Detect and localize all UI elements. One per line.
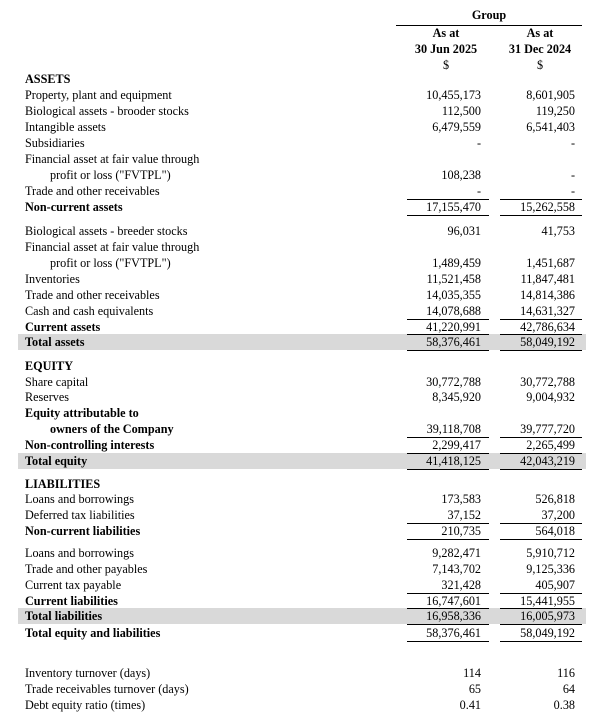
row-label: Current liabilities (25, 594, 118, 608)
table-row (22, 593, 586, 609)
col2-header-line1: As at (526, 26, 554, 40)
value-31-dec-2024: 119,250 (535, 104, 575, 118)
value-31-dec-2024: 30,772,788 (520, 375, 575, 389)
value-31-dec-2024: 42,043,219 (520, 454, 575, 468)
value-30-jun-2025: 96,031 (447, 224, 481, 238)
table-row (22, 271, 586, 287)
row-label: Trade and other receivables (25, 288, 160, 302)
table-row (22, 151, 586, 167)
row-label: Debt equity ratio (times) (25, 698, 146, 712)
table-row (22, 561, 586, 577)
row-label: Equity attributable to (25, 406, 139, 420)
row-label: EQUITY (25, 359, 74, 373)
total-rule (407, 624, 489, 625)
row-label: Subsidiaries (25, 136, 85, 150)
table-row (22, 389, 586, 405)
value-30-jun-2025: 108,238 (441, 168, 481, 182)
value-31-dec-2024: 9,125,336 (526, 562, 575, 576)
table-row (22, 87, 586, 103)
value-31-dec-2024: 15,441,955 (520, 594, 575, 608)
row-label: Total assets (25, 335, 85, 349)
row-label: Non-current liabilities (25, 524, 141, 538)
col2-unit: $ (536, 58, 544, 72)
value-31-dec-2024: 9,004,932 (526, 390, 575, 404)
row-label: Trade and other receivables (25, 184, 160, 198)
value-31-dec-2024: 14,814,386 (520, 288, 575, 302)
value-30-jun-2025: 6,479,559 (432, 120, 481, 134)
value-31-dec-2024: 15,262,558 (520, 200, 575, 214)
total-rule (500, 523, 582, 524)
table-row (22, 255, 586, 271)
total-rule (407, 523, 489, 524)
col2-header-line2: 31 Dec 2024 (508, 42, 572, 56)
value-30-jun-2025: 9,282,471 (432, 546, 481, 560)
value-31-dec-2024: 405,907 (535, 578, 575, 592)
total-rule (407, 319, 489, 320)
row-label: Non-current assets (25, 200, 123, 214)
row-label: Loans and borrowings (25, 546, 134, 560)
table-row (22, 577, 586, 593)
row-label: Total equity and liabilities (25, 626, 161, 640)
value-30-jun-2025: 65 (468, 682, 481, 696)
row-label: Intangible assets (25, 120, 106, 134)
row-label: Loans and borrowings (25, 492, 134, 506)
value-30-jun-2025: 58,376,461 (426, 626, 481, 640)
total-rule (407, 593, 489, 594)
value-30-jun-2025: 0.41 (459, 698, 481, 712)
col1-unit: $ (442, 58, 450, 72)
row-label: LIABILITIES (25, 477, 101, 491)
value-30-jun-2025: 210,735 (441, 524, 481, 538)
value-30-jun-2025: 321,428 (441, 578, 481, 592)
row-label: Reserves (25, 390, 69, 404)
value-31-dec-2024: 58,049,192 (520, 626, 575, 640)
table-row (22, 697, 586, 713)
total-rule (407, 608, 489, 609)
value-30-jun-2025: 7,143,702 (432, 562, 481, 576)
value-31-dec-2024: - (570, 168, 575, 182)
row-label: Total equity (25, 454, 88, 468)
table-row (22, 608, 586, 624)
value-31-dec-2024: 64 (562, 682, 575, 696)
value-30-jun-2025: 37,152 (447, 508, 481, 522)
table-row (22, 453, 586, 469)
table-row (22, 665, 586, 681)
table-row (22, 223, 586, 239)
table-row (22, 319, 586, 335)
total-rule (500, 350, 582, 351)
value-30-jun-2025: 14,035,355 (426, 288, 481, 302)
table-row (22, 199, 586, 215)
table-row (22, 437, 586, 453)
row-label: Non-controlling interests (25, 438, 155, 452)
total-rule (500, 437, 582, 438)
row-label: Inventory turnover (days) (25, 666, 151, 680)
value-30-jun-2025: - (476, 136, 481, 150)
table-row (22, 358, 586, 374)
value-30-jun-2025: 17,155,470 (426, 200, 481, 214)
col1-header-line2: 30 Jun 2025 (414, 42, 478, 56)
value-30-jun-2025: 8,345,920 (432, 390, 481, 404)
row-label: Financial asset at fair value through (25, 152, 200, 166)
value-31-dec-2024: 564,018 (535, 524, 575, 538)
value-31-dec-2024: 42,786,634 (520, 320, 575, 334)
value-31-dec-2024: 37,200 (541, 508, 575, 522)
table-row (22, 183, 586, 199)
row-label: Share capital (25, 375, 89, 389)
value-30-jun-2025: 114 (463, 666, 481, 680)
table-row (22, 334, 586, 350)
total-rule (500, 608, 582, 609)
value-31-dec-2024: 0.38 (553, 698, 575, 712)
total-rule (407, 469, 489, 470)
col1-header-line1: As at (432, 26, 460, 40)
row-label: Inventories (25, 272, 80, 286)
row-label: Total liabilities (25, 609, 103, 623)
total-rule (500, 624, 582, 625)
value-31-dec-2024: 11,847,481 (520, 272, 575, 286)
value-31-dec-2024: 16,005,973 (520, 609, 575, 623)
row-label: profit or loss ("FVTPL") (50, 256, 171, 270)
row-label: Cash and cash equivalents (25, 304, 154, 318)
value-30-jun-2025: 1,489,459 (432, 256, 481, 270)
total-rule (500, 215, 582, 216)
row-label: Biological assets - breeder stocks (25, 224, 188, 238)
table-row (22, 507, 586, 523)
value-30-jun-2025: 173,583 (441, 492, 481, 506)
row-label: owners of the Company (50, 422, 174, 436)
total-rule (407, 350, 489, 351)
group-header: Group (471, 8, 507, 22)
table-row (22, 625, 586, 641)
table-row (22, 287, 586, 303)
row-label: Financial asset at fair value through (25, 240, 200, 254)
table-row (22, 523, 586, 539)
table-row (22, 405, 586, 421)
total-rule (407, 437, 489, 438)
value-30-jun-2025: 39,118,708 (426, 422, 481, 436)
table-row (22, 71, 586, 87)
table-row (22, 491, 586, 507)
value-30-jun-2025: 2,299,417 (432, 438, 481, 452)
value-30-jun-2025: - (476, 184, 481, 198)
value-30-jun-2025: 16,958,336 (426, 609, 481, 623)
value-31-dec-2024: - (570, 136, 575, 150)
row-label: Trade receivables turnover (days) (25, 682, 189, 696)
total-rule (407, 215, 489, 216)
value-30-jun-2025: 30,772,788 (426, 375, 481, 389)
row-label: Trade and other payables (25, 562, 148, 576)
value-31-dec-2024: 8,601,905 (526, 88, 575, 102)
table-row (22, 476, 586, 492)
value-30-jun-2025: 14,078,688 (426, 304, 481, 318)
total-rule (407, 334, 489, 335)
total-rule (500, 469, 582, 470)
row-label: Property, plant and equipment (25, 88, 172, 102)
value-31-dec-2024: 41,753 (541, 224, 575, 238)
row-label: Current assets (25, 320, 101, 334)
total-rule (407, 539, 489, 540)
value-31-dec-2024: 6,541,403 (526, 120, 575, 134)
table-row (22, 167, 586, 183)
row-label: ASSETS (25, 72, 71, 86)
value-30-jun-2025: 41,418,125 (426, 454, 481, 468)
value-31-dec-2024: 58,049,192 (520, 335, 575, 349)
value-30-jun-2025: 10,455,173 (426, 88, 481, 102)
value-31-dec-2024: 116 (557, 666, 575, 680)
row-label: profit or loss ("FVTPL") (50, 168, 171, 182)
value-31-dec-2024: 5,910,712 (526, 546, 575, 560)
value-31-dec-2024: 14,631,327 (520, 304, 575, 318)
table-row (22, 545, 586, 561)
total-rule (500, 641, 582, 642)
total-rule (500, 453, 582, 454)
row-label: Current tax payable (25, 578, 122, 592)
value-31-dec-2024: 1,451,687 (526, 256, 575, 270)
value-30-jun-2025: 16,747,601 (426, 594, 481, 608)
total-rule (500, 593, 582, 594)
value-30-jun-2025: 112,500 (441, 104, 481, 118)
row-label: Biological assets - brooder stocks (25, 104, 189, 118)
total-rule (407, 453, 489, 454)
value-30-jun-2025: 41,220,991 (426, 320, 481, 334)
table-row (22, 239, 586, 255)
table-row (22, 135, 586, 151)
total-rule (500, 539, 582, 540)
table-row (22, 303, 586, 319)
value-30-jun-2025: 58,376,461 (426, 335, 481, 349)
value-31-dec-2024: 526,818 (535, 492, 575, 506)
total-rule (407, 199, 489, 200)
total-rule (407, 641, 489, 642)
table-row (22, 119, 586, 135)
table-row (22, 103, 586, 119)
value-31-dec-2024: 2,265,499 (526, 438, 575, 452)
table-row (22, 374, 586, 390)
table-row (22, 681, 586, 697)
value-31-dec-2024: 39,777,720 (520, 422, 575, 436)
total-rule (500, 319, 582, 320)
value-30-jun-2025: 11,521,458 (426, 272, 481, 286)
value-31-dec-2024: - (570, 184, 575, 198)
table-row (22, 421, 586, 437)
total-rule (500, 199, 582, 200)
row-label: Deferred tax liabilities (25, 508, 135, 522)
total-rule (500, 334, 582, 335)
